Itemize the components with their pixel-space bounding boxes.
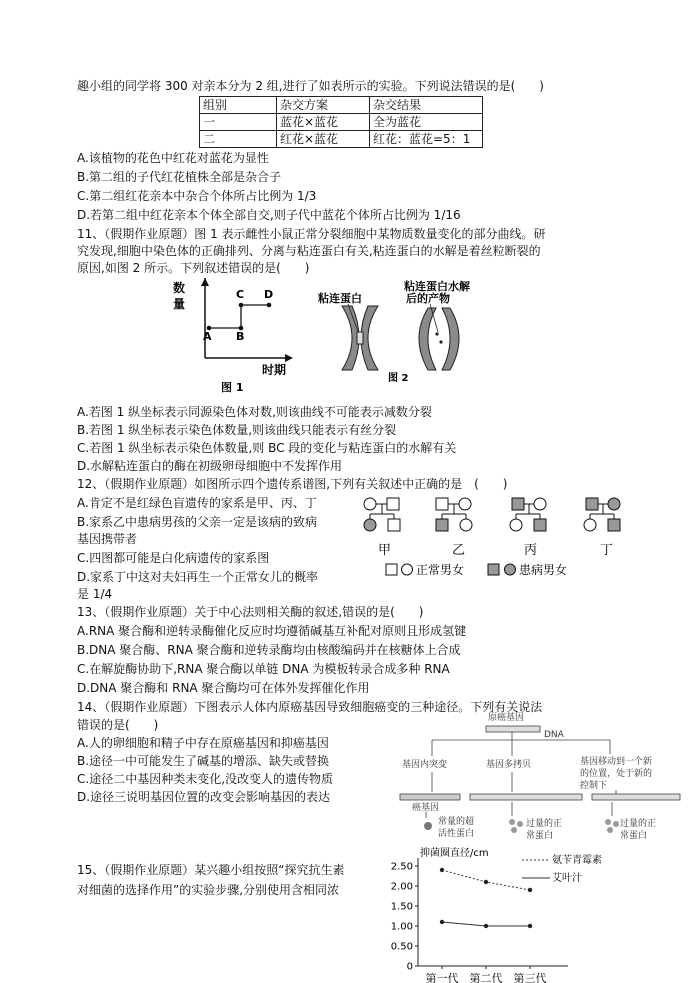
protein-dot xyxy=(511,827,517,833)
chromatid-right-2 xyxy=(442,308,459,370)
fig1-label-c: C xyxy=(236,288,245,301)
protein-dot xyxy=(607,827,613,833)
fig1-label-d: D xyxy=(264,288,274,301)
fig14-res2-1: 过量的正 xyxy=(526,819,563,829)
figure-2 xyxy=(312,280,482,390)
fig14-path1: 基因内突变 xyxy=(402,760,448,770)
fig1-xlabel: 时期 xyxy=(262,363,287,377)
table-header-row xyxy=(200,97,483,114)
protein-dot xyxy=(517,821,523,827)
cross-table xyxy=(199,96,483,148)
pedigree-female-affected xyxy=(608,498,620,510)
y-tick-label: 2.00 xyxy=(390,881,413,893)
q11-option-a: A.若图 1 纵坐标表示同源染色体对数,则该曲线不可能表示减数分裂 xyxy=(77,405,432,419)
fig1-label-a: A xyxy=(203,330,212,343)
legend-normal-label: 正常男女 xyxy=(416,563,465,577)
dna-strand xyxy=(486,726,540,732)
q11-stem-line: 究发现,细胞中染色体的正确排列、分离与粘连蛋白有关,粘连蛋白的水解是着丝粒断裂的 xyxy=(77,244,541,258)
legend-female-affected xyxy=(505,564,516,575)
fig14-oncogene: 癌基因 xyxy=(412,803,440,813)
chromatid-left-2 xyxy=(361,306,378,370)
cohesin-fragment xyxy=(439,340,442,343)
protein-dot xyxy=(605,819,611,825)
q15-line-1: 15、（假期作业原题）某兴趣小组按照“探究抗生素 xyxy=(77,863,345,877)
y-tick-label: 1.00 xyxy=(390,921,413,933)
fig1-point-d xyxy=(267,303,272,308)
table-row xyxy=(200,131,483,148)
series-point-0 xyxy=(484,880,488,884)
pedigree-male-normal xyxy=(387,498,399,510)
q12-stem: 12、（假期作业原题）如图所示四个遗传系谱图,下列有关叙述中正确的是 ( ) xyxy=(77,477,508,491)
inhibition-zone-chart xyxy=(382,846,682,981)
pedigree-male-affected xyxy=(586,498,598,510)
q13-option-d: D.DNA 聚合酶和 RNA 聚合酶均可在体外发挥催化作用 xyxy=(77,681,370,695)
series-point-0 xyxy=(440,868,444,872)
pedigree-label-jia: 甲 xyxy=(378,543,392,558)
fig1-y-arrow xyxy=(201,278,209,286)
fig14-path3-2: 的位置，处于新的 xyxy=(580,769,653,779)
table-header: 杂交结果 xyxy=(370,97,483,114)
q12-option-b-cont: 基因携带者 xyxy=(77,532,138,546)
legend-male-affected xyxy=(488,564,499,575)
table-cell: 一 xyxy=(200,114,277,131)
table-cell: 红花：蓝花=5：1 xyxy=(370,131,483,148)
pedigree-female-normal xyxy=(584,519,596,531)
series-point-0 xyxy=(528,888,532,892)
y-tick-label: 0.50 xyxy=(390,941,413,953)
table-row xyxy=(200,114,483,131)
pedigree-male-normal xyxy=(436,498,448,510)
legend-affected-label: 患病男女 xyxy=(519,563,568,577)
pedigree-male-affected xyxy=(512,498,524,510)
table-header: 组别 xyxy=(200,97,277,114)
x-tick-label: 第三代 xyxy=(513,972,547,983)
series-point-1 xyxy=(484,924,488,928)
pedigree-female-normal xyxy=(460,519,472,531)
pedigree-figure xyxy=(358,492,648,584)
fig1-ylabel-1: 数 xyxy=(173,281,186,295)
pedigree-female-affected xyxy=(364,519,376,531)
legend-male-normal xyxy=(386,564,397,575)
legend-ampicillin: 氨苄青霉素 xyxy=(552,855,602,866)
table-cell: 二 xyxy=(200,131,277,148)
q14-option-a: A.人的卵细胞和精子中存在原癌基因和抑癌基因 xyxy=(77,736,329,750)
q10-option-c: C.第二组红花亲本中杂合个体所占比例为 1/3 xyxy=(77,189,317,203)
y-tick-label: 0 xyxy=(406,961,413,973)
q12-option-a: A.肯定不是红绿色盲遗传的家系是甲、丙、丁 xyxy=(77,496,317,510)
series-point-1 xyxy=(440,920,444,924)
pedigree-label-yi: 乙 xyxy=(452,543,466,558)
table-cell: 红花×蓝花 xyxy=(277,131,370,148)
q11-stem-line: 11、（假期作业原题）图 1 表示雌性小鼠正常分裂细胞中某物质数量变化的部分曲线。研 xyxy=(77,227,546,241)
q15-line-2: 对细菌的选择作用”的实验步骤,分别使用含相同浓 xyxy=(77,883,340,897)
q14-option-d: D.途径三说明基因位置的改变会影响基因的表达 xyxy=(77,790,331,804)
cohesin xyxy=(357,332,363,344)
table-header: 杂交方案 xyxy=(277,97,370,114)
q14-stem-cont: 错误的是( ) xyxy=(77,718,159,732)
fig14-res1-1: 常量的超 xyxy=(438,817,475,827)
pedigree-label-bing: 丙 xyxy=(524,543,538,558)
series-point-1 xyxy=(528,924,532,928)
q12-option-d: D.家系丁中这对夫妇再生一个正常女儿的概率 xyxy=(77,570,319,584)
q14-option-c: C.途径二中基因种类未变化,没改变人的遗传物质 xyxy=(77,772,334,786)
table-cell: 全为蓝花 xyxy=(370,114,483,131)
q13-stem: 13、（假期作业原题）关于中心法则相关酶的叙述,错误的是( ) xyxy=(77,605,424,619)
figure-1 xyxy=(165,278,295,398)
pedigree-female-normal xyxy=(364,498,376,510)
q12-option-b: B.家系乙中患病男孩的父亲一定是该病的致病 xyxy=(77,515,318,529)
fig1-x-arrow xyxy=(285,354,293,362)
fig14-res2-2: 常蛋白 xyxy=(526,831,554,841)
legend-female-normal xyxy=(402,564,413,575)
legend-mugwort: 艾叶汁 xyxy=(552,873,582,884)
y-tick-label: 2.50 xyxy=(390,861,413,873)
fig14-res3-1: 过量的正 xyxy=(620,819,657,829)
multicopy-strand xyxy=(470,794,582,800)
pedigree-male-normal xyxy=(388,519,400,531)
fig2-label-left: 粘连蛋白 xyxy=(318,292,362,305)
table-cell: 蓝花×蓝花 xyxy=(277,114,370,131)
fig2-label-right-1: 粘连蛋白水解 xyxy=(404,280,470,293)
q13-option-c: C.在解旋酶协助下,RNA 聚合酶以单链 DNA 为模板转录合成多种 RNA xyxy=(77,662,450,676)
cohesin-fragment xyxy=(435,332,438,335)
pedigree-female-normal xyxy=(534,498,546,510)
q14-option-b: B.途径一中可能发生了碱基的增添、缺失或替换 xyxy=(77,754,330,768)
pedigree-male-affected xyxy=(534,519,546,531)
protein-dot xyxy=(509,819,515,825)
oncogene-strand xyxy=(400,794,460,800)
fig14-res1-2: 活性蛋白 xyxy=(438,829,475,839)
fig14-path3-3: 控制下 xyxy=(580,781,608,791)
fig2-label-right-2: 后的产物 xyxy=(406,292,450,305)
chromatid-left-1 xyxy=(342,306,359,370)
q13-option-b: B.DNA 聚合酶、RNA 聚合酶和逆转录酶均由核酸编码并在核糖体上合成 xyxy=(77,643,461,657)
q10-option-d: D.若第二组中红花亲本个体全部自交,则子代中蓝花个体所占比例为 1/16 xyxy=(77,208,461,222)
fig14-path2: 基因多拷贝 xyxy=(486,760,532,770)
x-tick-label: 第一代 xyxy=(425,972,459,983)
relocated-strand xyxy=(592,794,680,800)
protein-dot xyxy=(424,822,432,830)
x-tick-label: 第二代 xyxy=(469,972,503,983)
q12-option-c: C.四图都可能是白化病遗传的家系图 xyxy=(77,551,270,565)
q14-stem: 14、（假期作业原题）下图表示人体内原癌基因导致细胞癌变的三种途径。下列有关说法 xyxy=(77,700,543,714)
q10-option-a: A.该植物的花色中红花对蓝花为显性 xyxy=(77,151,269,165)
fig1-point-c xyxy=(239,303,244,308)
q11-option-d: D.水解粘连蛋白的酶在初级卵母细胞中不发挥作用 xyxy=(77,459,343,473)
pedigree-male-affected xyxy=(608,519,620,531)
q12-option-d-cont: 是 1/4 xyxy=(77,587,113,601)
fig1-caption: 图 1 xyxy=(221,381,244,394)
q13-option-a: A.RNA 聚合酶和逆转录酶催化反应时均遵循碱基互补配对原则且形成氢键 xyxy=(77,624,467,638)
fig14-dna-label: DNA xyxy=(544,730,564,740)
pedigree-female-normal xyxy=(510,519,522,531)
oncogene-pathway-figure xyxy=(396,712,686,844)
fig1-ylabel-2: 量 xyxy=(173,297,186,311)
fig14-res3-2: 常蛋白 xyxy=(620,831,648,841)
intro-line: 趣小组的同学将 300 对亲本分为 2 组,进行了如表所示的实验。下列说法错误的是( ) xyxy=(77,79,544,93)
protein-dot xyxy=(613,821,619,827)
pedigree-label-ding: 丁 xyxy=(600,543,614,558)
q11-option-b: B.若图 1 纵坐标表示染色体数量,则该曲线只能表示有丝分裂 xyxy=(77,423,397,437)
y-tick-label: 1.50 xyxy=(390,901,413,913)
q10-option-b: B.第二组的子代红花植株全部是杂合子 xyxy=(77,170,282,184)
pedigree-male-affected xyxy=(436,519,448,531)
pedigree-female-normal xyxy=(459,498,471,510)
q11-stem-line: 原因,如图 2 所示。下列叙述错误的是( ) xyxy=(77,261,310,275)
fig2-caption: 图 2 xyxy=(388,373,409,384)
fig1-label-b: B xyxy=(236,330,245,343)
fig14-path3-1: 基因移动到一个新 xyxy=(580,757,653,767)
chart-ylabel: 抑菌圈直径/cm xyxy=(420,848,489,859)
fig14-top-label: 原癌基因 xyxy=(488,713,525,723)
q11-option-c: C.若图 1 纵坐标表示染色体数量,则 BC 段的变化与粘连蛋白的水解有关 xyxy=(77,441,457,455)
